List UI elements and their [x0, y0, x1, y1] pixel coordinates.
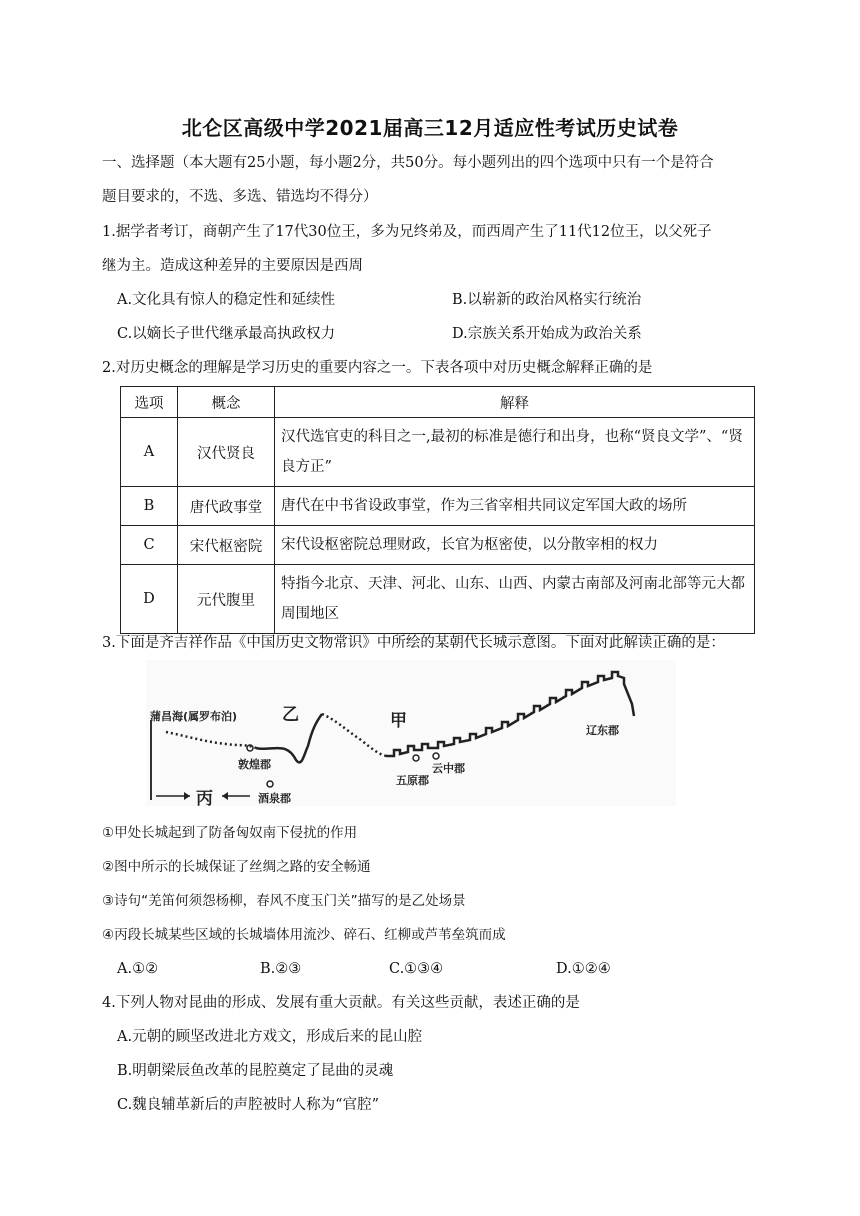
q4-option-b: B.明朝梁辰鱼改革的昆腔奠定了昆曲的灵魂	[117, 1063, 394, 1079]
table-cell-option: D	[121, 565, 178, 634]
q3-option-c: C.①③④	[389, 961, 444, 977]
q3-stem: 3.下面是齐吉祥作品《中国历史文物常识》中所绘的某朝代长城示意图。下面对此解读正确的是：	[102, 635, 725, 651]
section-intro-line1: 一、选择题（本大题有25小题，每小题2分，共50分。每小题列出的四个选项中只有一个是符合	[102, 155, 714, 171]
table-cell-explain: 唐代在中书省设政事堂，作为三省宰相共同议定军国大政的场所	[275, 487, 755, 526]
section-intro-line2: 题目要求的，不选、多选、错选均不得分）	[102, 189, 378, 205]
label-jiuquan: 酒泉郡	[258, 792, 291, 805]
q4-stem: 4.下列人物对昆曲的形成、发展有重大贡献。有关这些贡献，表述正确的是	[102, 995, 580, 1011]
label-puchanghai: 蒲昌海(属罗布泊)	[150, 710, 238, 723]
table-cell-explain: 宋代设枢密院总理财政，长官为枢密使，以分散宰相的权力	[275, 526, 755, 565]
table-cell-option: B	[121, 487, 178, 526]
table-header: 概念	[178, 387, 275, 418]
q3-statement-3: ③诗句“羌笛何须怨杨柳，春风不度玉门关”描写的是乙处场景	[102, 893, 466, 909]
great-wall-map	[146, 660, 676, 806]
concept-table	[120, 386, 755, 634]
page-title: 北仑区高级中学2021届高三12月适应性考试历史试卷	[181, 116, 679, 140]
table-header-row	[121, 387, 755, 418]
table-cell-concept: 唐代政事堂	[178, 487, 275, 526]
table-cell-concept: 汉代贤良	[178, 418, 275, 487]
table-row	[121, 418, 755, 487]
table-cell-option: C	[121, 526, 178, 565]
table-header: 选项	[121, 387, 178, 418]
q1-option-c: C.以嫡长子世代继承最高执政权力	[117, 326, 336, 342]
q3-option-a: A.①②	[117, 961, 159, 977]
table-cell-explain: 特指今北京、天津、河北、山东、山西、内蒙古南部及河南北部等元大都周围地区	[275, 565, 755, 634]
table-cell-concept: 元代腹里	[178, 565, 275, 634]
table-cell-concept: 宋代枢密院	[178, 526, 275, 565]
label-dunhuang: 敦煌郡	[238, 758, 271, 771]
q3-statement-1: ①甲处长城起到了防备匈奴南下侵扰的作用	[102, 825, 358, 841]
table-cell-explain: 汉代选官吏的科目之一,最初的标准是德行和出身，也称“贤良文学”、“贤良方正”	[275, 418, 755, 487]
table-row	[121, 565, 755, 634]
q4-option-a: A.元朝的顾坚改进北方戏文，形成后来的昆山腔	[117, 1029, 423, 1045]
label-jia: 甲	[390, 711, 407, 731]
label-yi: 乙	[282, 705, 299, 725]
q3-statement-4: ④丙段长城某些区域的长城墙体用流沙、碎石、红柳或芦苇垒筑而成	[102, 927, 506, 943]
table-header: 解释	[275, 387, 755, 418]
q2-stem: 2.对历史概念的理解是学习历史的重要内容之一。下表各项中对历史概念解释正确的是	[102, 360, 653, 376]
q4-option-c: C.魏良辅革新后的声腔被时人称为“官腔”	[117, 1097, 380, 1113]
q1-option-a: A.文化具有惊人的稳定性和延续性	[117, 292, 336, 308]
label-bing: 丙	[196, 789, 213, 806]
q1-option-b: B.以崭新的政治风格实行统治	[452, 292, 642, 308]
q3-option-b: B.②③	[260, 961, 302, 977]
table-row	[121, 487, 755, 526]
table-row	[121, 526, 755, 565]
label-yunzhong: 云中郡	[432, 762, 465, 775]
q1-stem-line1: 1.据学者考订，商朝产生了17代30位王，多为兄终弟及，而西周产生了11代12位王，以父死子	[102, 224, 712, 240]
q3-statement-2: ②图中所示的长城保证了丝绸之路的安全畅通	[102, 859, 371, 875]
table-cell-option: A	[121, 418, 178, 487]
q1-option-d: D.宗族关系开始成为政治关系	[452, 326, 642, 342]
q1-stem-line2: 继为主。造成这种差异的主要原因是西周	[102, 258, 363, 274]
label-liaodong: 辽东郡	[586, 724, 619, 737]
label-wuyuan: 五原郡	[396, 774, 429, 787]
q3-option-d: D.①②④	[556, 961, 611, 977]
